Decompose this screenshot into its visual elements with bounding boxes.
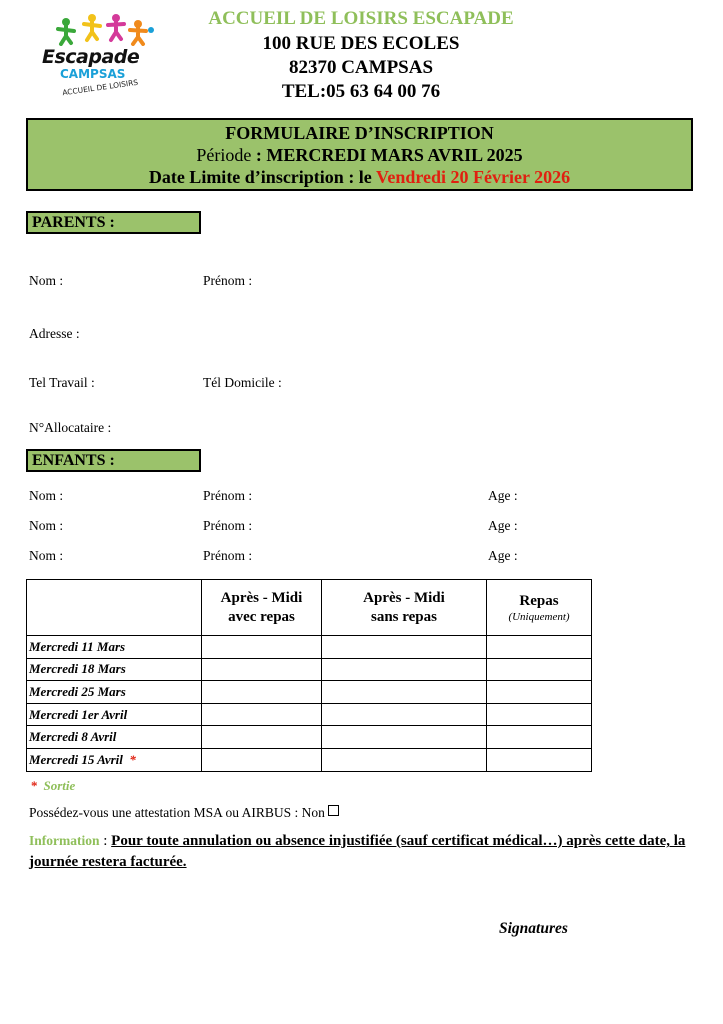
checkbox-cell-sans-repas[interactable] xyxy=(322,748,487,771)
logo-accueil: ACCUEIL DE LOISIRS xyxy=(61,77,139,98)
table-corner-cell xyxy=(27,580,202,636)
checkbox-cell-sans-repas[interactable] xyxy=(322,658,487,681)
child-nom-label: Nom : xyxy=(29,548,64,563)
parent-tel-travail-label: Tel Travail : xyxy=(29,375,95,390)
deadline-value: Vendredi 20 Février 2026 xyxy=(376,167,571,187)
checkbox-cell-avec-repas[interactable] xyxy=(202,636,322,659)
form-title: FORMULAIRE D’INSCRIPTION xyxy=(225,123,494,143)
day-label: Mercredi 8 Avril xyxy=(27,726,202,749)
non-checkbox[interactable] xyxy=(328,805,339,816)
title-box xyxy=(26,118,693,191)
child-prenom-label: Prénom : xyxy=(203,518,253,533)
information-block xyxy=(29,830,689,873)
col3-line1: Repas xyxy=(519,592,559,609)
information-text: Pour toute annulation ou absence injustifiée (sauf certificat médical…) après cette date, la journée restera facturée. xyxy=(29,833,686,870)
checkbox-cell-sans-repas[interactable] xyxy=(322,703,487,726)
planning-table xyxy=(26,579,592,772)
org-city: 82370 CAMPSAS xyxy=(288,57,434,78)
checkbox-cell-repas[interactable] xyxy=(487,703,592,726)
table-row xyxy=(27,703,592,726)
checkbox-cell-avec-repas[interactable] xyxy=(202,681,322,704)
col-header-repas xyxy=(487,580,592,636)
col-header-sans-repas xyxy=(322,580,487,636)
child-prenom-label: Prénom : xyxy=(203,488,253,503)
col-header-avec-repas xyxy=(202,580,322,636)
checkbox-cell-avec-repas[interactable] xyxy=(202,658,322,681)
org-name: ACCUEIL DE LOISIRS ESCAPADE xyxy=(208,8,514,29)
day-label: Mercredi 18 Mars xyxy=(27,658,202,681)
table-row xyxy=(27,726,592,749)
checkbox-cell-sans-repas[interactable] xyxy=(322,636,487,659)
day-label-text: Mercredi 15 Avril xyxy=(29,751,123,767)
checkbox-cell-sans-repas[interactable] xyxy=(322,726,487,749)
table-header-row xyxy=(27,580,592,636)
parent-nom-label: Nom : xyxy=(29,273,64,288)
sortie-star: * xyxy=(129,751,136,767)
checkbox-cell-avec-repas[interactable] xyxy=(202,726,322,749)
table-row xyxy=(27,636,592,659)
org-street: 100 RUE DES ECOLES xyxy=(262,33,460,54)
msa-question xyxy=(29,805,339,821)
col2-line1: Après - Midi xyxy=(363,589,445,606)
org-tel: TEL:05 63 64 00 76 xyxy=(281,81,441,102)
child-age-label: Age : xyxy=(488,488,518,503)
sortie-legend xyxy=(31,778,75,794)
child-age-label: Age : xyxy=(488,518,518,533)
information-label: Information xyxy=(29,833,100,848)
checkbox-cell-repas[interactable] xyxy=(487,748,592,771)
parent-allocataire-label: N°Allocataire : xyxy=(29,420,112,435)
checkbox-cell-avec-repas[interactable] xyxy=(202,703,322,726)
period-line xyxy=(28,145,691,166)
parent-tel-domicile-label: Tél Domicile : xyxy=(203,375,282,390)
period-value: : MERCREDI MARS AVRIL 2025 xyxy=(255,145,523,165)
parent-adresse-label: Adresse : xyxy=(29,326,80,341)
checkbox-cell-sans-repas[interactable] xyxy=(322,681,487,704)
col3-line2: (Uniquement) xyxy=(508,610,570,623)
day-label xyxy=(27,748,202,771)
logo-campsas: CAMPSAS xyxy=(60,67,126,81)
table-row xyxy=(27,748,592,771)
col1-line1: Après - Midi xyxy=(220,589,303,606)
table-row xyxy=(27,681,592,704)
deadline-line xyxy=(28,167,691,188)
sortie-legend-star: * xyxy=(31,778,38,793)
parent-prenom-label: Prénom : xyxy=(203,273,253,288)
sortie-legend-label: Sortie xyxy=(43,778,76,793)
table-row xyxy=(27,658,592,681)
logo-escapade: Escapade xyxy=(42,46,140,68)
signatures-label: Signatures xyxy=(499,920,568,937)
information-colon: : xyxy=(99,833,112,849)
period-prefix: Période xyxy=(196,145,252,165)
col2-line2: sans repas xyxy=(371,608,437,625)
deadline-prefix: Date Limite d’inscription : le xyxy=(148,167,372,187)
child-nom-label: Nom : xyxy=(29,488,64,503)
checkbox-cell-repas[interactable] xyxy=(487,681,592,704)
day-label: Mercredi 11 Mars xyxy=(27,636,202,659)
checkbox-cell-repas[interactable] xyxy=(487,636,592,659)
child-age-label: Age : xyxy=(488,548,518,563)
checkbox-cell-repas[interactable] xyxy=(487,658,592,681)
child-prenom-label: Prénom : xyxy=(203,548,253,563)
enfants-heading: ENFANTS : xyxy=(26,449,201,472)
checkbox-cell-avec-repas[interactable] xyxy=(202,748,322,771)
child-nom-label: Nom : xyxy=(29,518,64,533)
checkbox-cell-repas[interactable] xyxy=(487,726,592,749)
col1-line2: avec repas xyxy=(228,608,295,625)
msa-question-text: Possédez-vous une attestation MSA ou AIRBUS : Non xyxy=(29,805,325,820)
day-label: Mercredi 25 Mars xyxy=(27,681,202,704)
parents-heading: PARENTS : xyxy=(26,211,201,234)
day-label: Mercredi 1er Avril xyxy=(27,703,202,726)
